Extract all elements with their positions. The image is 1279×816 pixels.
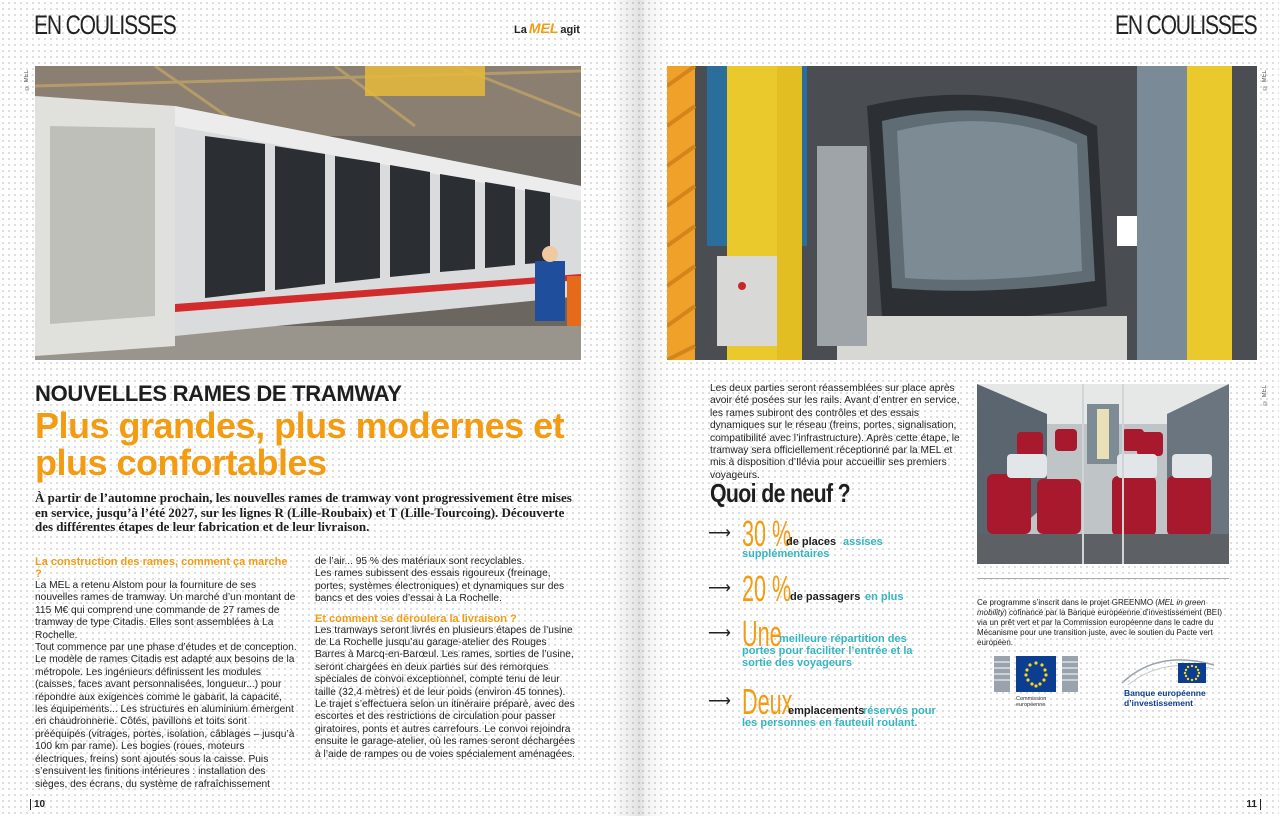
tram-front-illustration (667, 66, 1257, 360)
paragraph-reassemblage: Les deux parties seront réassemblées sur place après avoir été posées sur les rails. Avant d’entrer en service, les rames subiront des contrôles et des essais dynamiques sur le réseau (freins, portes, signalisation, compatibilité avec l’infrastructure). Après cette étape, le tramway sera officiellement réceptionné par la MEL et mis à disposition d’Ilévia pour accueillir ses premiers voyageurs. (710, 383, 960, 481)
photo-credit-left: © MEL (24, 70, 30, 91)
stat-passagers (708, 568, 958, 609)
brand-pre: La (514, 24, 527, 36)
tram-interior-photo (977, 384, 1229, 564)
page-number-right: 11 (1246, 799, 1261, 810)
article-kicker: NOUVELLES RAMES DE TRAMWAY (35, 381, 402, 406)
page-number-left: 10 (30, 799, 45, 810)
arrow-icon: ⟶ (708, 580, 731, 597)
programme-text-em: MEL in green mobility (977, 598, 1206, 617)
stat-teal-text: en plus (865, 591, 904, 603)
brand-post: agit (560, 24, 580, 36)
paragraph-trajet: Le trajet s’effectuera selon un itinéraire préparé, avec des escortes et des restrictions de circulation pour passer giratoires, ponts et autres carrefours. Le convoi rejoindra ensuite le garage-atelier, où les rames seront déchargées à l’aide de rampes ou de voies spécialement aménagées. (315, 699, 575, 760)
programme-text-b: ) cofinancé par la Banque européenne d’investissement (BEI) via un prêt vert et par la Commission européenne dans le cadre du Mécanisme pour une transition juste, avec le soutien du Pacte vert européen. (977, 608, 1223, 647)
column-2 (315, 556, 577, 761)
paragraph-conception: Tout commence par une phase d’études et de conception. Le modèle de rames Citadis est adapté aux besoins de la métropole. Les ingénieurs définissent les modules (caisses, faces avant personnalisées, longueur...) pour répondre aux exigences comme le gabarit, la capacité, les équipements... Les structures en aluminium émergent en chaudronnerie. Côtés, pavillons et toits sont prééquipés (vitrages, portes, isolation, câblages – jusqu’à 100 km par rame). Les bogies (roues, moteurs électriques, freins) sont ajoutés sous la caisse. Puis s’ensuivent les finitions intérieures : installation des sièges, des écrans, du système de rafraîchissement (35, 642, 297, 790)
stat-big-value: 20 % (742, 568, 792, 609)
commission-europeenne-logo (990, 648, 1082, 718)
column-1 (35, 556, 297, 791)
paragraph-recyclable: de l’air... 95 % des matériaux sont recyclables. (315, 556, 525, 567)
bei-line-2: d’investissement (1124, 698, 1193, 708)
tram-interior-illustration (977, 384, 1229, 564)
article-headline: Plus grandes, plus modernes et plus confortables (35, 405, 565, 483)
stat-teal-text: meilleure répartition des portes pour faciliter l’entrée et la sortie des voyageurs (742, 633, 913, 669)
stat-big-value: 30 % (742, 513, 792, 554)
brand-mel: MEL (528, 20, 559, 36)
stat-dark-text: emplacements (788, 705, 865, 717)
subhead-construction: La construction des rames, comment ça marche ? (35, 556, 288, 580)
stat-big-value: Deux (742, 681, 793, 722)
stat-dark-text: de places (786, 536, 837, 548)
column-3 (710, 383, 960, 482)
section-title-right: EN COULISSES (1115, 10, 1257, 40)
ce-line-1: Commission (1016, 696, 1047, 702)
photo-credit-right: © MEL (1262, 70, 1268, 91)
tram-front-photo (667, 66, 1257, 360)
stat-dark-text: de passagers (790, 591, 861, 603)
programme-text-a: Ce programme s’inscrit dans le projet GREENMO ( (977, 598, 1158, 607)
paragraph-livraison: Les tramways seront livrés en plusieurs étapes de l’usine de La Rochelle jusqu’au garage-atelier des Rouges Barres à Marcq-en-Barœul. Les rames, sorties de l’usine, seront chargées en deux parties sur des remorques spéciales de convoi exceptionnel, compte tenu de leur taille (32,4 mètres) et de leur poids (environ 45 tonnes). (315, 624, 574, 698)
quoi-de-neuf-title: Quoi de neuf ? (710, 478, 851, 508)
paragraph-alstom: La MEL a retenu Alstom pour la fourniture de ses nouvelles rames de tramway. Un marché d’un montant de 115 M€ qui comprend une commande de 27 rames de tramway de type Citadis. Elles sont assemblées à La Rochelle. (35, 580, 296, 641)
stat-teal-text: réservés pour les personnes en fauteuil roulant. (742, 705, 936, 729)
ce-line-2: européenne (1016, 702, 1046, 708)
tram-factory-photo (35, 66, 581, 360)
paragraph-essais: Les rames subissent des essais rigoureux (freinage, portes, systèmes électroniques) et dynamiques sur des bancs et des voies d’essai à La Rochelle. (315, 568, 565, 605)
divider (977, 578, 1229, 579)
stat-emplacements (708, 681, 958, 732)
banque-europeenne-logo (1118, 655, 1218, 715)
subhead-livraison: Et comment se déroulera la livraison ? (315, 612, 517, 625)
stat-teal-text: assises supplémentaires (742, 536, 883, 560)
stat-big-value: Une (742, 613, 782, 654)
stat-portes (708, 613, 958, 670)
section-title-left: EN COULISSES (34, 10, 176, 40)
arrow-icon: ⟶ (708, 693, 731, 710)
photo-credit-right-2: © MEL (1262, 385, 1268, 406)
brand-mark (514, 20, 580, 36)
article-lead: À partir de l’automne prochain, les nouvelles rames de tramway vont progressivement être mises en service, jusqu’à l’été 2027, sur les lignes R (Lille-Roubaix) et T (Lille-Tourcoing). Découverte des différentes étapes de leur fabrication et de leur livraison. (35, 490, 572, 534)
bei-line-1: Banque européenne (1124, 688, 1206, 698)
arrow-icon: ⟶ (708, 525, 731, 542)
arrow-icon: ⟶ (708, 625, 731, 642)
tram-factory-illustration (35, 66, 581, 360)
programme-note (977, 598, 1229, 648)
stat-places (708, 513, 958, 564)
bei-arc-icon (1118, 655, 1218, 685)
